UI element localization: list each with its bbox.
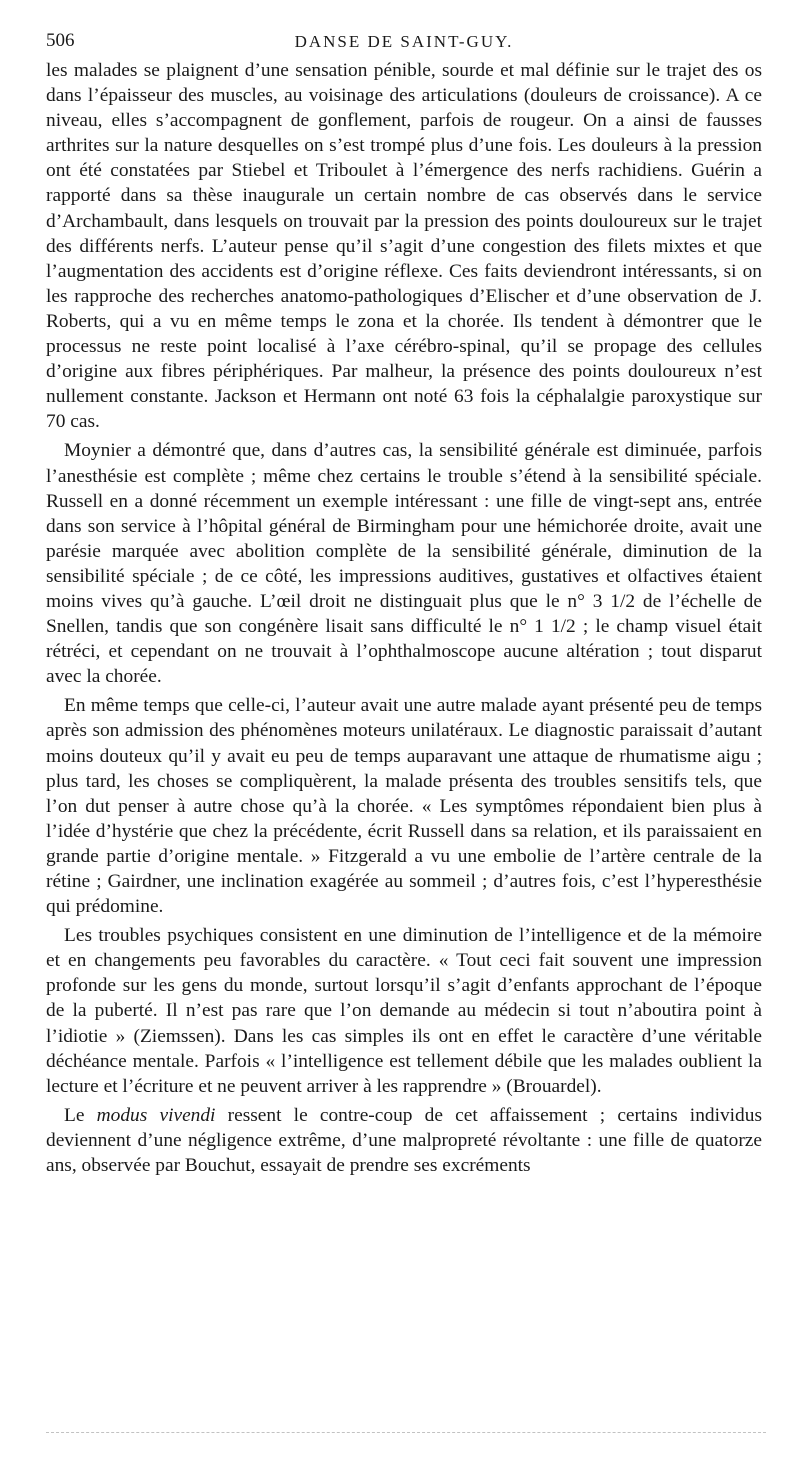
page-number: 506 [46, 30, 75, 51]
italic-phrase: modus vivendi [96, 1104, 216, 1126]
paragraph-moynier: Moynier a démontré que, dans d’autres cas, la sensibilité générale est diminuée, parfois l’anesthésie est complète ; même chez certains le trouble s’étend à la sensibilité spéciale. Russell en a donné récemment un exemple intéressant : une fille de vingt-sept ans, entrée dans son service à l’hôpital général de Birmingham pour une hémichorée droite, avait une parésie marquée avec abolition complète de la sensibilité générale, diminution de la sensibilité spéciale ; de ce côté, les impressions auditives, gustatives et olfactives étaient moins vives qu’à gauche. L’œil droit ne distinguait plus que le n° 3 1/2 de l’échelle de Snellen, tandis que son congénère lisait sans difficulté le n° 1 1/2 ; le champ visuel était rétréci, et cependant on ne trouvait à l’ophthalmoscope aucune altération ; tout disparut avec la chorée. [46, 440, 762, 688]
paragraph-modus-vivendi [46, 1103, 762, 1178]
paragraph-autre-malade: En même temps que celle-ci, l’auteur avait une autre malade ayant présenté peu de temps après son admission des phénomènes moteurs unilatéraux. Le diagnostic paraissait d’autant moins douteux qu’il y avait eu peu de temps auparavant une attaque de rhumatisme aigu ; plus tard, les choses se compliquèrent, la malade présenta des troubles sensitifs tels, que l’on dut penser à autre chose qu’à la chorée. « Les symptômes répondaient bien plus à l’idée d’hystérie que chez la précédente, écrit Russell dans sa relation, et ils paraissaient en grande partie d’origine mentale. » Fitzgerald a vu une embolie de l’artère centrale de la rétine ; Gairdner, une inclination exagérée au sommeil ; d’autres fois, c’est l’hyperesthésie qui prédomine. [46, 695, 762, 918]
paragraph-rest: ressent le contre-coup de cet affaissement ; certains individus deviennent d’une négligence extrême, d’une malpropreté révoltante : une fille de quatorze ans, observée par Bouchut, essayait de prendre ses excréments [46, 1104, 762, 1177]
running-head [46, 30, 762, 56]
paragraph-troubles-psychiques: Les troubles psychiques consistent en une diminution de l’intelligence et de la mémoire et en changements peu favorables du caractère. « Tout ceci fait souvent une impression profonde sur les gens du monde, surtout lorsqu’il s’agit d’enfants approchant de l’époque de la puberté. Il n’est pas rare que l’on demande au médecin si tout n’aboutira point à l’idiotie » (Ziemssen). Dans les cas simples ils ont en effet le caractère d’une véritable déchéance mentale. Parfois « l’intelligence est tellement débile que les malades oublient la lecture et l’écriture et ne peuvent arriver à les rapprendre » (Brouardel). [46, 925, 762, 1097]
paragraph-continuation: les malades se plaignent d’une sensation pénible, sourde et mal définie sur le trajet des os dans l’épaisseur des muscles, au voisinage des articulations (douleurs de croissance). A ce niveau, elles s’accompagnent de gonflement, parfois de rougeur. On a ainsi de fausses arthrites sur la nature desquelles on s’est trompé plus d’une fois. Les douleurs à la pression ont été constatées par Stiebel et Triboulet à l’émergence des nerfs rachidiens. Guérin a rapporté dans sa thèse inaugurale un certain nombre de cas observés dans le service d’Archambault, dans lesquels on trouvait par la pression des points douloureux sur le trajet des différents nerfs. L’auteur pense qu’il s’agit d’une congestion des filets mixtes et que l’augmentation des accidents est d’origine réflexe. Ces faits deviendront intéressants, si on les rapproche des recherches anatomo-pathologiques d’Elischer et d’une observation de J. Roberts, qui a vu en même temps le zona et la chorée. Ils tendent à démontrer que le processus ne reste point localisé à l’axe cérébro-spinal, qu’il se propage des cellules d’origine aux fibres périphériques. Par malheur, la présence des points douloureux n’est nullement constante. Jackson et Hermann ont noté 63 fois la céphalalgie paroxystique sur 70 cas. [46, 60, 762, 433]
book-page [46, 30, 762, 1182]
running-title: DANSE DE SAINT-GUY. [294, 32, 514, 51]
bottom-rule [46, 1432, 766, 1433]
paragraph-lead: Le [64, 1104, 97, 1126]
body-text [46, 58, 762, 1178]
